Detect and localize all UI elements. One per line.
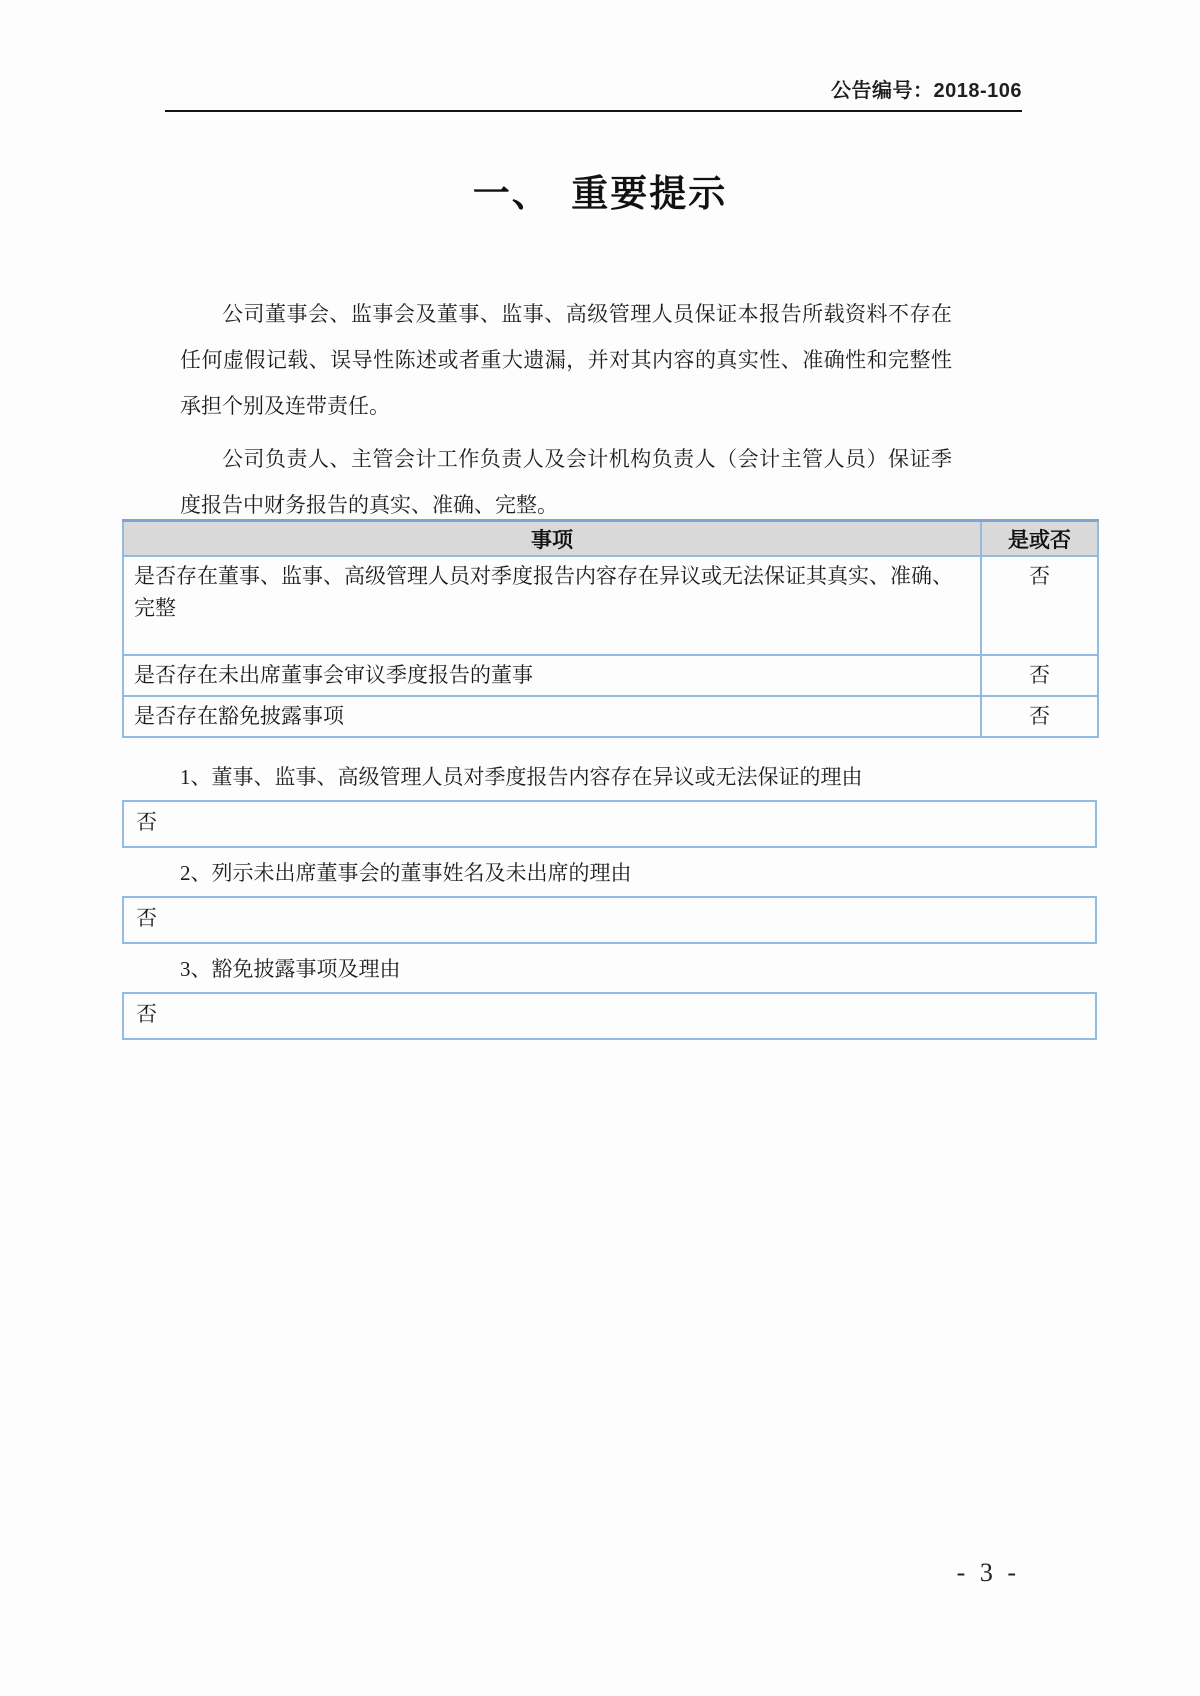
- paragraph-accounting-guarantee: 公司负责人、主管会计工作负责人及会计机构负责人（会计主管人员）保证季度报告中财务报告的真实、准确、完整。: [180, 447, 952, 517]
- table-row: [123, 556, 1098, 655]
- table-row: [123, 655, 1098, 696]
- declaration-paragraphs: [180, 291, 952, 535]
- table-cell-item: 是否存在豁免披露事项: [123, 696, 981, 737]
- column-header-item: 事项: [123, 521, 981, 557]
- reason-items: [122, 752, 1097, 1040]
- page-title: 一、 重要提示: [472, 173, 728, 214]
- paragraph-board-guarantee: 公司董事会、监事会及董事、监事、高级管理人员保证本报告所载资料不存在任何虚假记载、误导性陈述或者重大遗漏，并对其内容的真实性、准确性和完整性承担个别及连带责任。: [180, 302, 952, 418]
- table-cell-item: 是否存在未出席董事会审议季度报告的董事: [123, 655, 981, 696]
- table-cell-answer: 否: [981, 696, 1098, 737]
- item-label-1: 1、董事、监事、高级管理人员对季度报告内容存在异议或无法保证的理由: [180, 765, 863, 789]
- table-cell-item: 是否存在董事、监事、高级管理人员对季度报告内容存在异议或无法保证其真实、准确、完整: [123, 556, 981, 655]
- item-label-2: 2、列示未出席董事会的董事姓名及未出席的理由: [180, 861, 632, 885]
- page-number: - 3 -: [956, 1558, 1020, 1587]
- announcement-number: 公告编号：2018-106: [165, 74, 1022, 112]
- item-answer-box-3: 否: [122, 992, 1097, 1040]
- disclosure-table: [122, 519, 1099, 738]
- table-cell-answer: 否: [981, 556, 1098, 655]
- table-cell-answer: 否: [981, 655, 1098, 696]
- column-header-yes-or-no: 是或否: [981, 521, 1098, 557]
- table-header-row: [123, 521, 1098, 557]
- table-row: [123, 696, 1098, 737]
- item-answer-box-1: 否: [122, 800, 1097, 848]
- item-answer-box-2: 否: [122, 896, 1097, 944]
- item-label-3: 3、豁免披露事项及理由: [180, 957, 401, 981]
